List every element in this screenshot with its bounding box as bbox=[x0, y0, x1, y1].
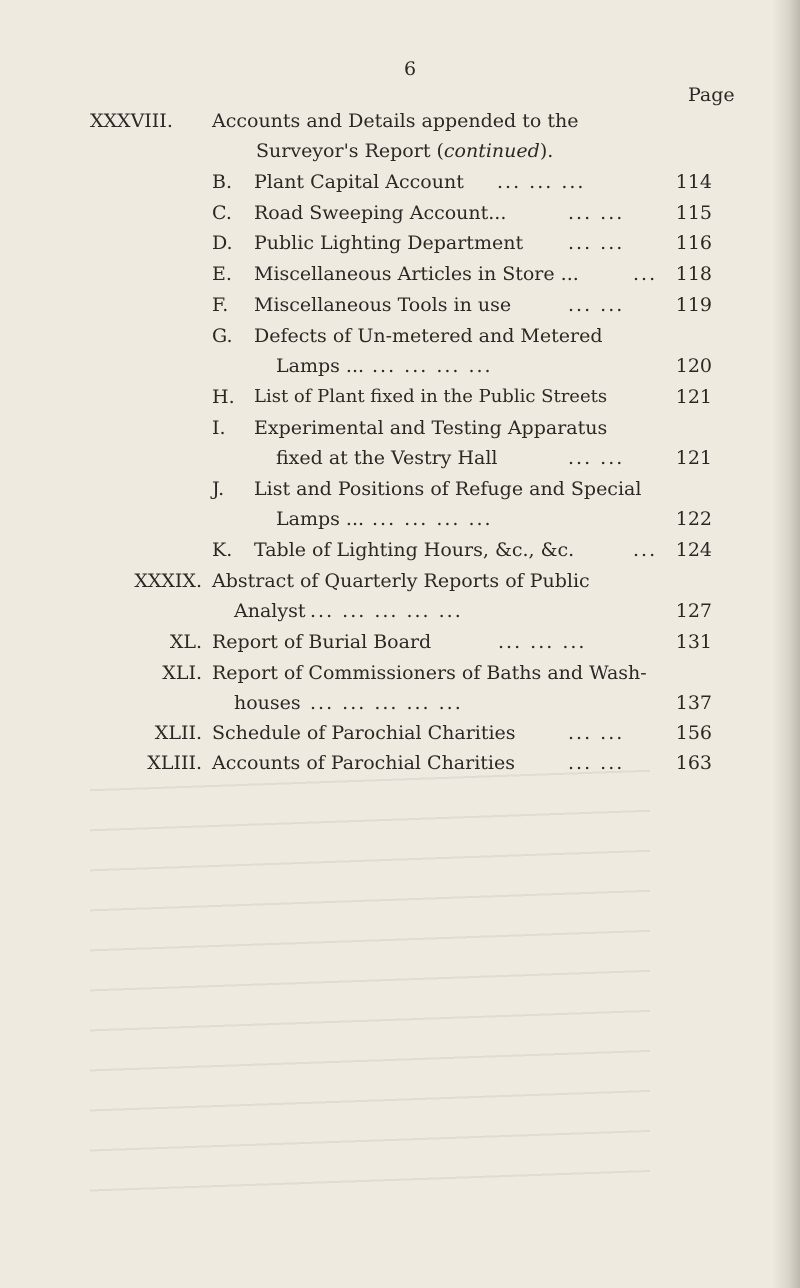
reverse-page-bleed-through bbox=[90, 770, 650, 1210]
dot-leader: ... ... bbox=[568, 294, 625, 316]
entry-title-continued: Lamps ... bbox=[276, 508, 365, 530]
entry-page-ref: 122 bbox=[675, 508, 712, 530]
entry-title: Public Lighting Department bbox=[254, 232, 524, 254]
section-number: XLI. bbox=[162, 662, 202, 684]
entry-letter: G. bbox=[212, 325, 233, 347]
entry-title: Plant Capital Account bbox=[254, 171, 464, 193]
section-title: Accounts of Parochial Charities bbox=[212, 752, 515, 774]
section-number: XL. bbox=[169, 631, 202, 653]
section-title-continued: houses bbox=[234, 692, 301, 714]
entry-letter: K. bbox=[212, 539, 233, 561]
section-number: XXXIX. bbox=[134, 570, 202, 592]
section-number: XLIII. bbox=[147, 752, 202, 774]
section-title: Report of Burial Board bbox=[212, 631, 432, 653]
entry-page-ref: 124 bbox=[675, 539, 712, 561]
entry-page-ref: 121 bbox=[675, 386, 712, 408]
section-title: Report of Commissioners of Baths and Wash- bbox=[212, 662, 647, 684]
dot-leader: ... ... ... bbox=[498, 631, 587, 653]
dot-leader: ... ... bbox=[568, 447, 625, 469]
entry-title: List and Positions of Refuge and Special bbox=[254, 478, 642, 500]
section-title-line1: Accounts and Details appended to the bbox=[212, 110, 579, 132]
page-number: 6 bbox=[403, 58, 417, 80]
dot-leader: ... ... bbox=[568, 232, 625, 254]
section-page-ref: 131 bbox=[675, 631, 712, 653]
entry-letter: J. bbox=[212, 478, 225, 500]
entry-title-continued: fixed at the Vestry Hall bbox=[276, 447, 498, 469]
entry-page-ref: 121 bbox=[675, 447, 712, 469]
entry-title: Table of Lighting Hours, &c., &c. bbox=[254, 539, 575, 561]
entry-title: Defects of Un-metered and Metered bbox=[254, 325, 603, 347]
section-page-ref: 137 bbox=[675, 692, 712, 714]
entry-page-ref: 119 bbox=[675, 294, 712, 316]
dot-leader: ... ... bbox=[568, 722, 625, 744]
page-edge-shadow bbox=[772, 0, 800, 1288]
dot-leader: ... ... ... ... ... bbox=[310, 600, 463, 622]
dot-leader: ... ... ... ... ... bbox=[310, 692, 463, 714]
section-number: XLII. bbox=[154, 722, 202, 744]
entry-letter: I. bbox=[212, 417, 226, 439]
entry-title-continued: Lamps ... bbox=[276, 355, 365, 377]
entry-title: Miscellaneous Articles in Store ... bbox=[254, 263, 579, 285]
entry-title: Miscellaneous Tools in use bbox=[254, 294, 512, 316]
entry-letter: F. bbox=[212, 294, 229, 316]
entry-page-ref: 116 bbox=[675, 232, 712, 254]
dot-leader: ... ... ... bbox=[497, 171, 586, 193]
dot-leader: ... bbox=[633, 539, 658, 561]
section-page-ref: 156 bbox=[675, 722, 712, 744]
entry-letter: E. bbox=[212, 263, 232, 285]
section-title-line2: Surveyor's Report (continued). bbox=[256, 140, 554, 162]
dot-leader: ... ... ... ... bbox=[372, 355, 493, 377]
entry-page-ref: 120 bbox=[675, 355, 712, 377]
section-page-ref: 127 bbox=[675, 600, 712, 622]
entry-page-ref: 115 bbox=[675, 202, 712, 224]
section-page-ref: 163 bbox=[675, 752, 712, 774]
section-number-xxxviii: XXXVIII. bbox=[90, 110, 173, 132]
entry-page-ref: 114 bbox=[675, 171, 712, 193]
dot-leader: ... bbox=[633, 263, 658, 285]
section-title: Schedule of Parochial Charities bbox=[212, 722, 516, 744]
section-title: Abstract of Quarterly Reports of Public bbox=[212, 570, 590, 592]
entry-letter: D. bbox=[212, 232, 233, 254]
page-column-header: Page bbox=[688, 84, 735, 106]
entry-title: List of Plant fixed in the Public Streets bbox=[254, 386, 608, 407]
entry-page-ref: 118 bbox=[675, 263, 712, 285]
dot-leader: ... ... ... ... bbox=[372, 508, 493, 530]
section-title-continued: Analyst bbox=[234, 600, 306, 622]
entry-title: Road Sweeping Account... bbox=[254, 202, 507, 224]
entry-title: Experimental and Testing Apparatus bbox=[254, 417, 608, 439]
entry-letter: C. bbox=[212, 202, 232, 224]
entry-letter: B. bbox=[212, 171, 233, 193]
entry-letter: H. bbox=[212, 386, 235, 408]
dot-leader: ... ... bbox=[568, 202, 625, 224]
dot-leader: ... ... bbox=[568, 752, 625, 774]
